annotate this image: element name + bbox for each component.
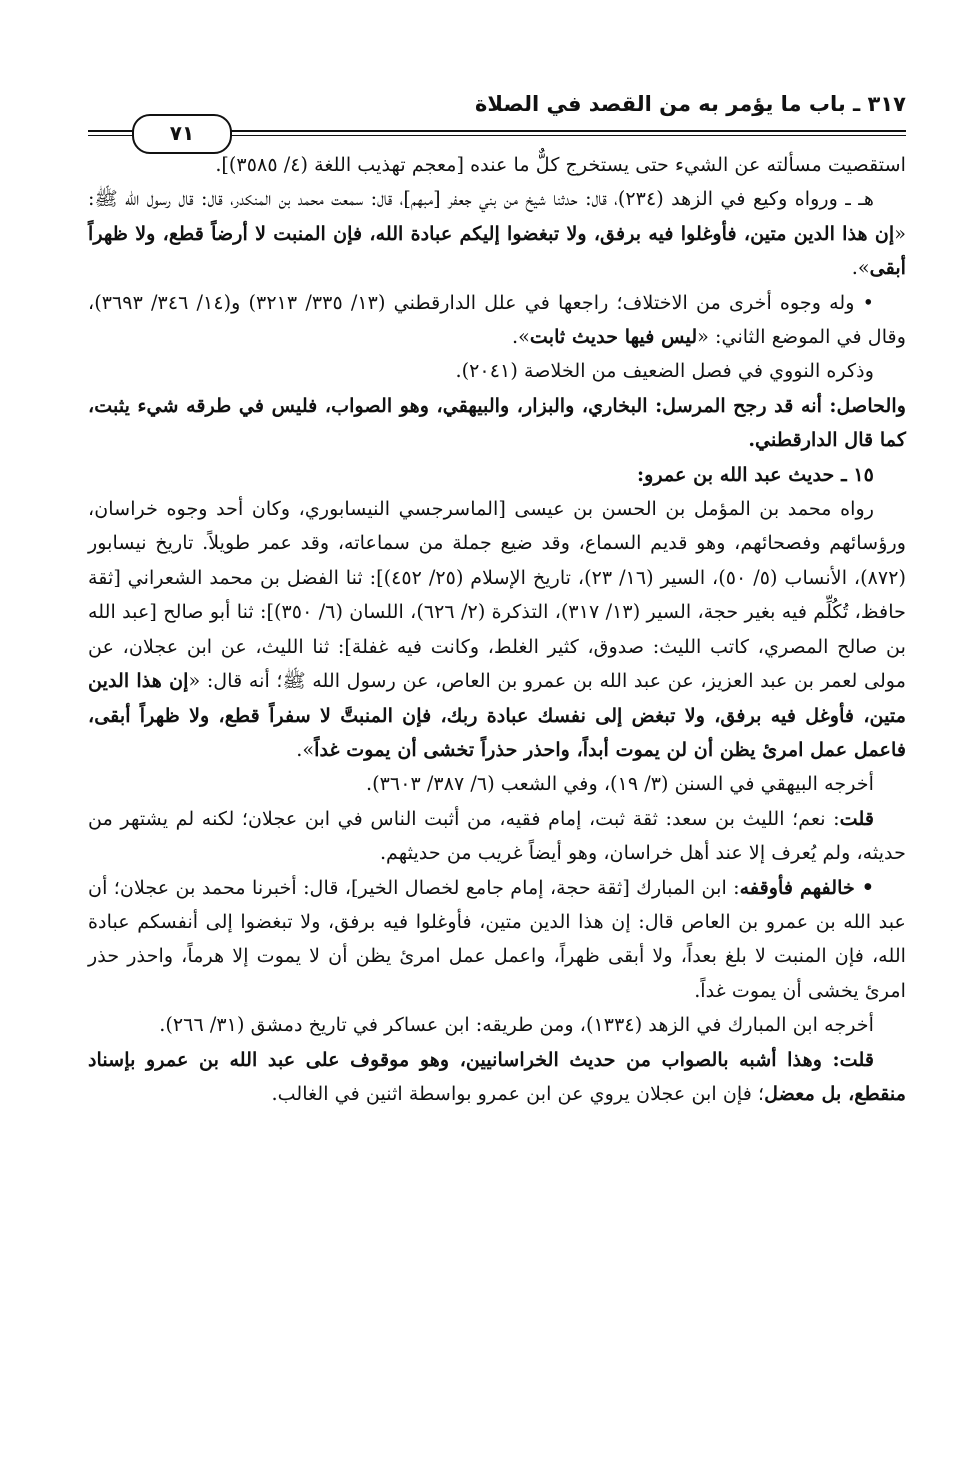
text-run: • وله وجوه أخرى من الاختلاف؛ راجعها في علل الدارقطني (١٣/ ٣٣٥/ ٣٢١٣) و(١٤/ ٣٤٦/ ٣٦٩٣)، وقال في الموضع الثاني: « (88, 290, 906, 349)
text-run: استقصيت مسألته عن الشيء حتى يستخرج كلٌّ ما عنده [معجم تهذيب اللغة (٤/ ٣٥٨٥)]. (215, 153, 906, 176)
text-run: وذكره النووي في فصل الضعيف من الخلاصة (٢٠٤١). (455, 359, 874, 383)
text-run: أخرجه ابن المبارك في الزهد (١٣٣٤)، ومن طريقه: ابن عساكر في تاريخ دمشق (٣١/ ٢٦٦). (159, 1013, 874, 1037)
text-run: هـ ـ ورواه وكيع في الزهد (٢٣٤)، قال: حدثنا شيخ من بني جعفر [مبهم]، قال: سمعت محمد بن المنكدر، قال: قال رسول الله ﷺ: « (88, 187, 906, 245)
text-run: ». (851, 256, 870, 280)
paragraph (88, 182, 906, 285)
bold-text: إن هذا الدين متين، فأوغلوا فيه برفق، ولا تبغضوا إليكم عبادة الله، فإن المنبت لا أرضاً قطع، ولا ظهراً أبقى (88, 221, 906, 280)
body-text (88, 148, 906, 1111)
text-run: : ابن المبارك [ثقة حجة، إمام جامع لخصال الخير]، قال: أخبرنا محمد بن عجلان؛ أن عبد الله بن عمرو بن العاص قال: إن هذا الدين متين، فأوغلوا فيه برفق، ولا تبغضوا إلى أنفسكم عبادة الله، فإن المنبت لا بلغ بعداً، ولا أبقى ظهراً، واعمل عمل امرئ يظن أن لا يموت إلا هرماً، واحذر حذر امرئ يخشى أن يموت غداً. (88, 875, 906, 1002)
bold-text: ليس فيها حديث ثابت (529, 325, 698, 349)
paragraph (88, 389, 906, 458)
text-run: ؛ فإن ابن عجلان يروي عن ابن عمرو بواسطة اثنين في الغالب. (271, 1081, 765, 1105)
paragraph (88, 1008, 906, 1042)
section-heading (88, 458, 906, 492)
book-page (88, 92, 906, 1111)
paragraph (88, 767, 906, 801)
bold-text: قلت: وهذا أشبه بالصواب من حديث الخراسانيين، وهو موقوف على عبد الله بن عمرو بإسناد منقطع، بل معضل (88, 1047, 906, 1105)
paragraph (88, 1043, 906, 1112)
paragraph (88, 354, 906, 388)
page-header (88, 92, 906, 148)
text-run: أخرجه البيهقي في السنن (٣/ ١٩)، وفي الشعب (٦/ ٣٨٧/ ٣٦٠٣). (366, 772, 874, 796)
paragraph (88, 286, 906, 355)
bold-text: إن هذا الدين متين، فأوغل فيه برفق، ولا تبغض إلى نفسك عبادة ربك، فإن المنبتَّ لا سفراً قطع، ولا ظهراً أبقى، فاعمل عمل امرئ يظن أن لن يموت أبداً، واحذر حذراً تخشى أن يموت غداً (88, 669, 906, 761)
bold-text: • خالفهم فأوقفه (739, 875, 874, 899)
paragraph (88, 802, 906, 871)
text-run: ». (512, 325, 530, 349)
bold-text: ١٥ ـ حديث عبد الله بن عمرو: (637, 462, 874, 486)
text-run: ». (296, 737, 315, 761)
text-run: : نعم؛ الليث بن سعد: ثقة ثبت، إمام فقيه، من أثبت الناس في ابن عجلان؛ لكنه لم يشتهر من حديثه، ولم يُعرف إلا عند أهل خراسان، وهو أيضاً غريب من حديثهم. (88, 806, 906, 865)
bold-text: قلت (839, 806, 874, 830)
text-run: رواه محمد بن المؤمل بن الحسن بن عيسى [الماسرجسي النيسابوري، وكان أحد وجوه خراسان، ورؤسائهم وفصحائهم، وهو قديم السماع، وقد ضيع جملة من سماعاته، وقد عمر طويلاً. تاريخ نيسابور (٨٧٢)، الأنساب (٥/ ٥٠)، السير (١٦/ ٢٣)، تاريخ الإسلام (٢٥/ ٤٥٢)]: ثنا الفضل بن محمد الشعراني [ثقة حافظ، تُكُلِّم فيه بغير حجة، السير (١٣/ ٣١٧)، التذكرة (٢/ ٦٢٦)، اللسان (٦/ ٣٥٠)]: ثنا أبو صالح [عبد الله بن صالح المصري، كاتب الليث: صدوق، كثير الغلط، وكانت فيه غفلة]: ثنا الليث، عن ابن عجلان، عن مولى لعمر بن عبد العزيز، عن عبد الله بن عمرو بن العاص، عن رسول الله ﷺ؛ أنه قال: « (88, 497, 906, 693)
paragraph (88, 871, 906, 1009)
page-number: ٧١ (132, 114, 232, 154)
bold-text: والحاصل: أنه قد رجح المرسل: البخاري، والبزار، والبيهقي، وهو الصواب، فليس في طرقه شيء يثبت، كما قال الدارقطني. (88, 393, 906, 452)
running-title: ٣١٧ ـ باب ما يؤمر به من القصد في الصلاة (475, 92, 906, 116)
paragraph (88, 492, 906, 767)
